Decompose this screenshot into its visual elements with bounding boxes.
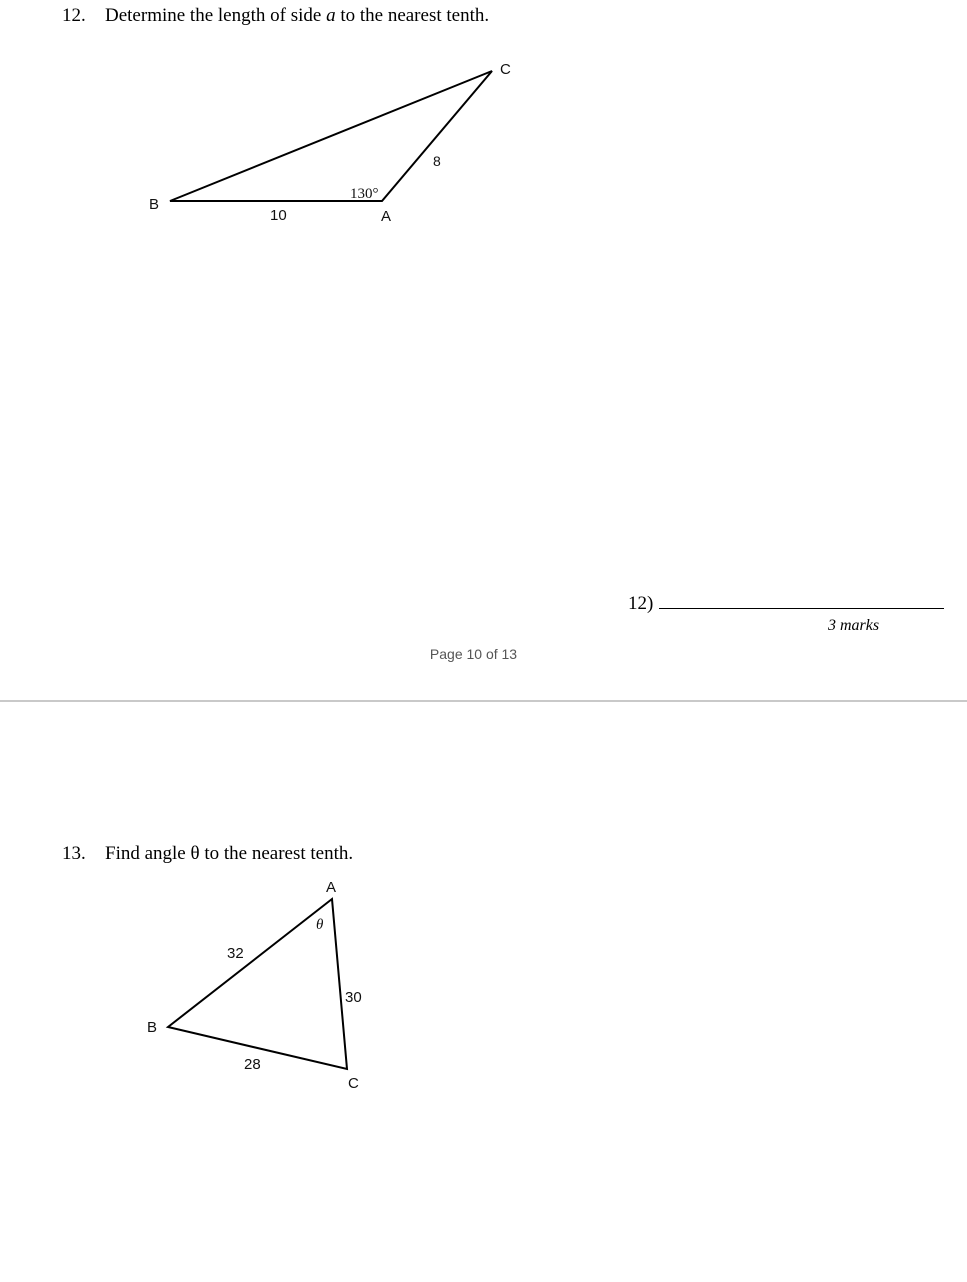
marks-label: 3 marks xyxy=(828,617,880,634)
vertex-label-c: C xyxy=(500,61,511,78)
page-number: Page 10 of 13 xyxy=(429,646,518,662)
side-label-ab: 32 xyxy=(227,945,244,962)
vertex-label-a: A xyxy=(381,208,392,225)
side-label-ba: 10 xyxy=(270,207,287,224)
question-text-part: Determine the length of side xyxy=(105,5,327,26)
side-label-bc: 28 xyxy=(244,1056,261,1073)
answer-blank[interactable] xyxy=(659,590,944,609)
question-12-prompt xyxy=(62,5,489,27)
side-variable: a xyxy=(326,5,336,26)
angle-label-a: 130° xyxy=(350,186,379,202)
angle-label-theta: θ xyxy=(316,917,324,933)
question-number: 12. xyxy=(62,5,86,26)
vertex-label-b: B xyxy=(149,196,160,213)
question-text: Find angle θ to the nearest tenth. xyxy=(105,843,354,864)
answer-line-12[interactable] xyxy=(628,590,944,615)
vertex-label-b: B xyxy=(147,1019,158,1036)
triangle-figure-q12 xyxy=(140,55,540,235)
question-13-prompt xyxy=(62,843,353,865)
answer-label: 12) xyxy=(628,593,654,614)
question-text-part: to the nearest tenth. xyxy=(335,5,490,26)
vertex-label-c: C xyxy=(348,1075,359,1092)
vertex-label-a: A xyxy=(326,879,337,896)
side-label-ac: 8 xyxy=(433,153,441,169)
side-label-ac: 30 xyxy=(345,989,362,1006)
question-number: 13. xyxy=(62,843,86,864)
page-divider xyxy=(0,700,967,702)
triangle-figure-q13 xyxy=(140,875,400,1095)
triangle-outline xyxy=(170,71,492,201)
